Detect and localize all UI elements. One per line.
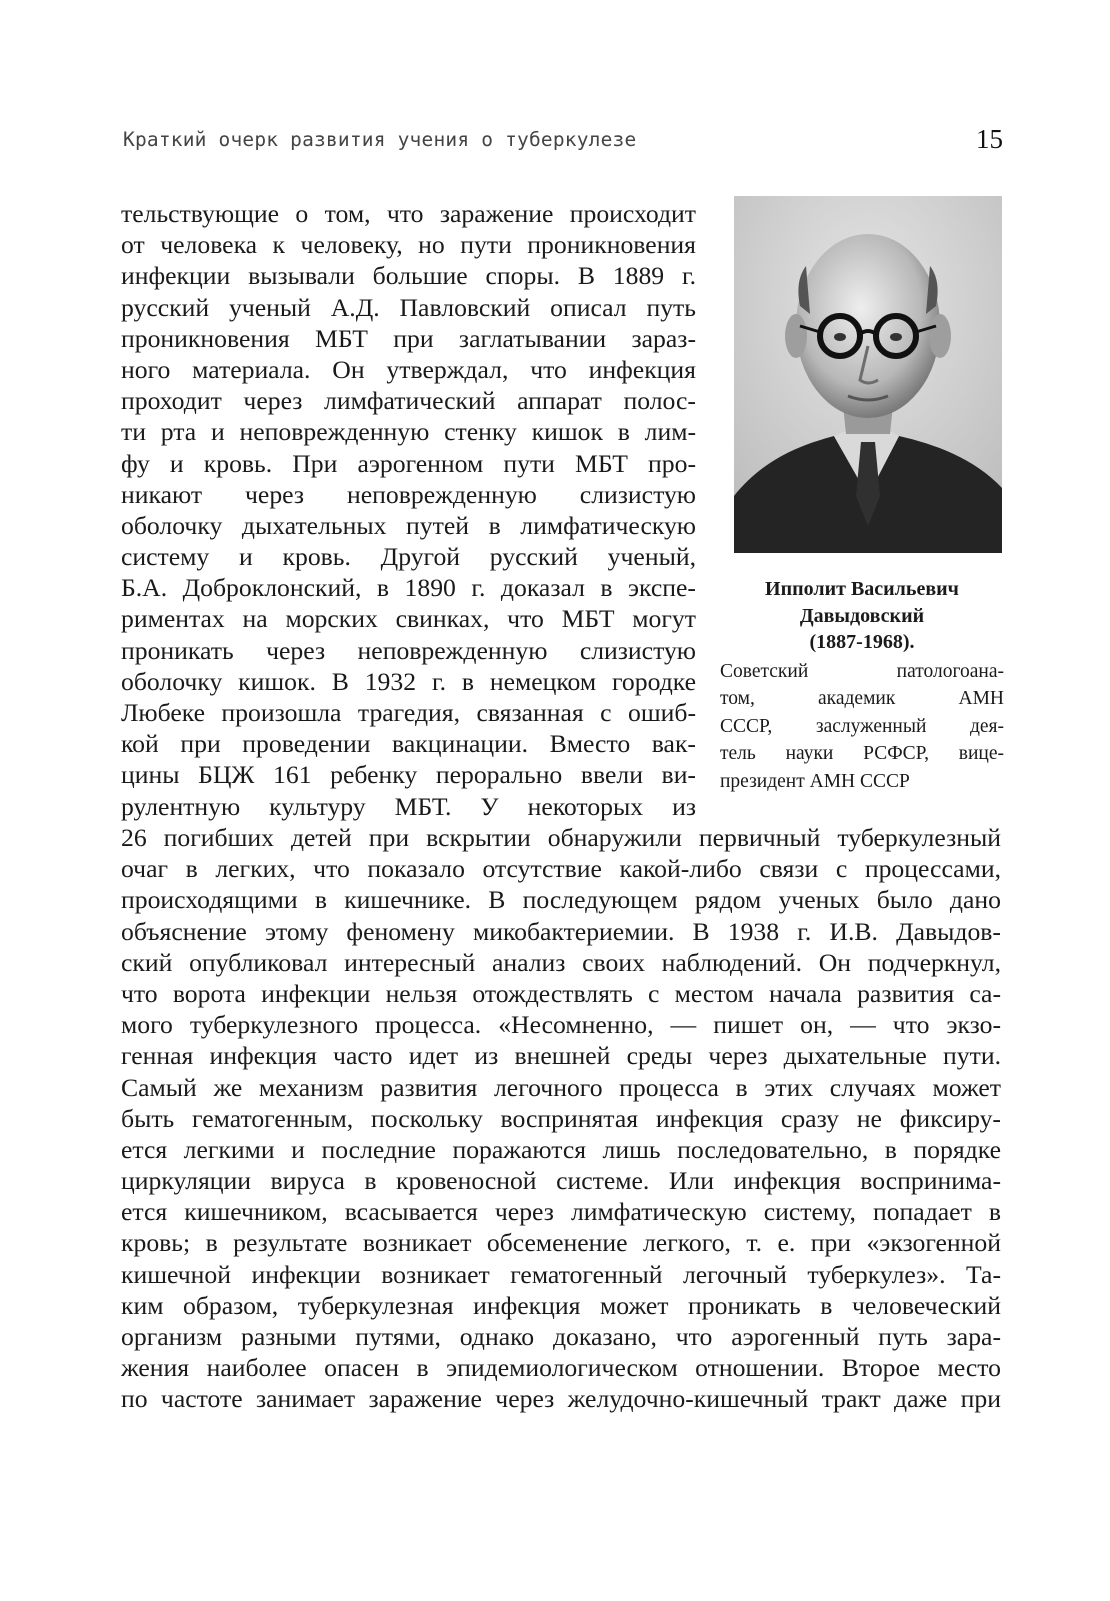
text-line: тельствующие о том, что заражение происходит — [121, 199, 696, 228]
caption-line: Советский патологоана- — [720, 660, 1004, 682]
text-line: ский опубликовал интересный анализ своих наблюдений. Он подчеркнул, — [121, 947, 1001, 977]
text-line: быть гематогенным, поскольку воспринятая инфекция сразу не фиксиру- — [121, 1103, 1001, 1133]
text-line: мого туберкулезного процесса. «Несомненно, — пишет он, — что экзо- — [121, 1010, 1001, 1040]
running-head — [123, 124, 1003, 168]
caption-name-line: (1887-1968). — [809, 631, 915, 653]
text-line: цины БЦЖ 161 ребенку перорально ввели ви- — [121, 760, 696, 790]
text-line: проникать через неповрежденную слизистую — [121, 635, 696, 665]
body-text-narrow — [121, 198, 696, 822]
text-line: Б.А. Доброклонский, в 1890 г. доказал в экспе- — [121, 573, 696, 603]
text-line: ного материала. Он утверждал, что инфекция — [121, 354, 696, 384]
text-line: 26 погибших детей при вскрытии обнаружили первичный туберкулезный — [121, 823, 1001, 852]
text-line: никают через неповрежденную слизистую — [121, 479, 696, 509]
text-line: проходит через лимфатический аппарат полос- — [121, 386, 696, 416]
text-line: проникновения МБТ при заглатывании зараз- — [121, 323, 696, 353]
caption-body — [720, 658, 1004, 796]
text-line: организм разными путями, однако доказано, что аэрогенный путь зара- — [121, 1322, 1001, 1351]
text-line: что ворота инфекции нельзя отождествлять с местом начала развития са- — [121, 978, 1001, 1008]
text-line: происходящими в кишечнике. В последующем рядом ученых было дано — [121, 885, 1001, 915]
text-line: ти рта и неповрежденную стенку кишок в лим- — [121, 417, 696, 447]
text-line: оболочку дыхательных путей в лимфатическую — [121, 510, 696, 540]
text-line: ется легкими и последние поражаются лишь последовательно, в порядке — [121, 1134, 1001, 1164]
text-line: от человека к человеку, но пути проникновения — [121, 230, 696, 260]
text-line: фу и кровь. При аэрогенном пути МБТ про- — [121, 448, 696, 478]
text-line: ется кишечником, всасывается через лимфатическую систему, попадает в — [121, 1197, 1001, 1227]
text-line: инфекции вызывали большие споры. В 1889 г. — [121, 261, 696, 291]
caption-line: СССР, заслуженный дея- — [720, 715, 1004, 737]
text-line: оболочку кишок. В 1932 г. в немецком городке — [121, 666, 696, 696]
figure-caption — [720, 576, 1004, 795]
portrait-photo — [734, 196, 1002, 553]
text-line: генная инфекция часто идет из внешней среды через дыхательные пути. — [121, 1041, 1001, 1071]
text-line: Любеке произошла трагедия, связанная с ошиб- — [121, 698, 696, 727]
running-title: Краткий очерк развития учения о туберкулезе — [123, 128, 637, 151]
text-line: рулентную культуру МБТ. У некоторых из — [121, 791, 696, 821]
caption-line: тель науки РСФСР, вице- — [720, 743, 1004, 764]
caption-line: том, академик АМН — [720, 688, 1004, 709]
text-line: очаг в легких, что показало отсутствие какой-либо связи с процессами, — [121, 854, 1001, 884]
text-line: Самый же механизм развития легочного процесса в этих случаях может — [121, 1072, 1001, 1102]
text-line: по частоте занимает заражение через желудочно-кишечный тракт даже при — [121, 1384, 1001, 1414]
caption-name-line: Ипполит Васильевич — [765, 578, 959, 600]
text-line: кишечной инфекции возникает гематогенный легочный туберкулез». Та- — [121, 1259, 1001, 1289]
caption-line: президент АМН СССР — [720, 770, 910, 792]
text-line: объяснение этому феномену микобактериемии. В 1938 г. И.В. Давыдов- — [121, 916, 1001, 946]
text-line: жения наиболее опасен в эпидемиологическом отношении. Второе место — [121, 1353, 1001, 1383]
caption-name — [720, 576, 1004, 656]
portrait-photo-icon — [734, 196, 1002, 553]
text-line: кровь; в результате возникает обсеменение легкого, т. е. при «экзогенной — [121, 1228, 1001, 1258]
body-text-wide — [121, 822, 1001, 1415]
text-line: русский ученый А.Д. Павловский описал путь — [121, 292, 696, 322]
caption-name-line: Давыдовский — [799, 604, 925, 627]
text-line: циркуляции вируса в кровеносной системе. Или инфекция воспринима- — [121, 1166, 1001, 1196]
text-line: систему и кровь. Другой русский ученый, — [121, 542, 696, 572]
text-line: риментах на морских свинках, что МБТ могут — [121, 604, 696, 634]
text-line: ким образом, туберкулезная инфекция может проникать в человеческий — [121, 1290, 1001, 1320]
text-line: кой при проведении вакцинации. Вместо вак- — [121, 729, 696, 759]
page-number: 15 — [976, 124, 1003, 154]
